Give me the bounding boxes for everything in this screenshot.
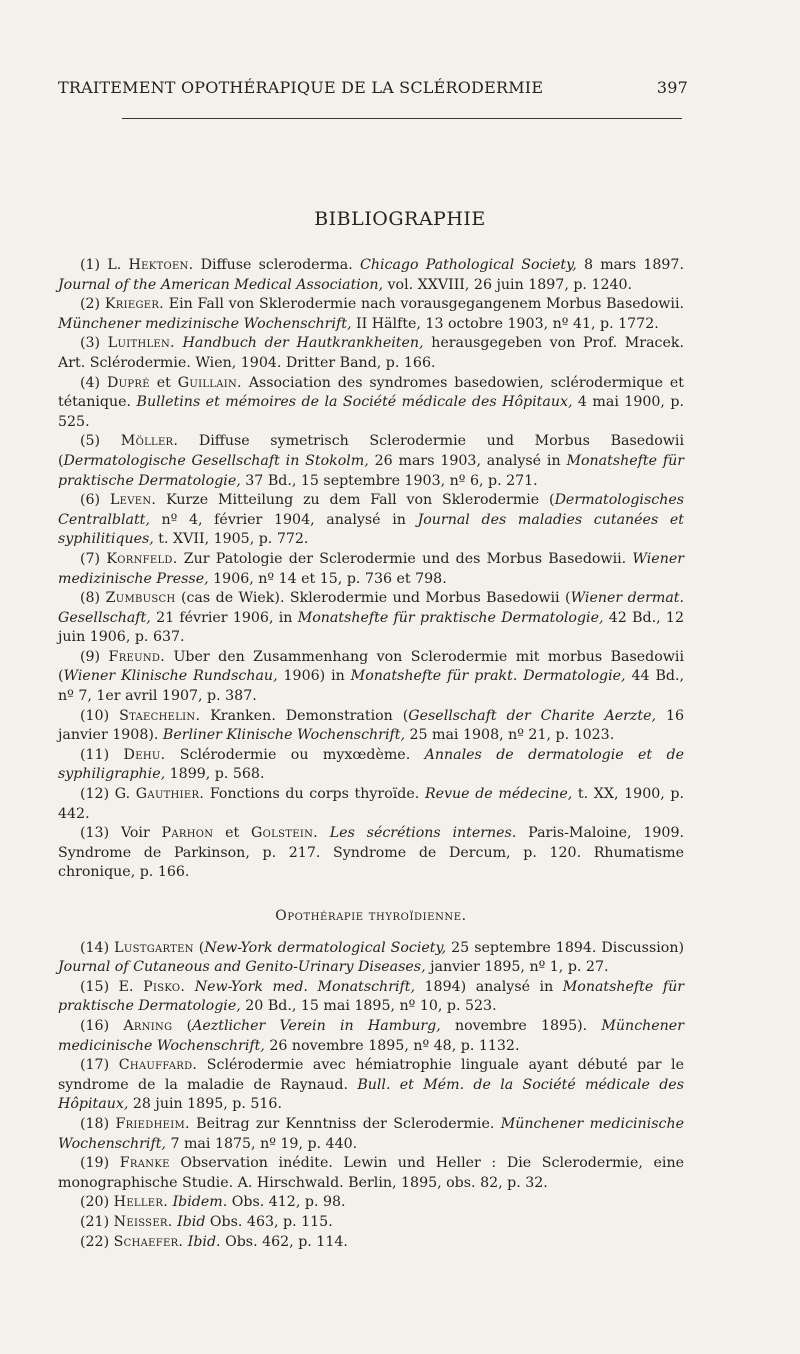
bibliography-group-thyroid: [58, 939, 684, 1253]
bibliography-entry: [58, 1213, 684, 1233]
bibliography-entry: [58, 824, 684, 883]
entry-text: G.: [114, 786, 136, 803]
bibliography-entry: [58, 550, 684, 589]
publication-title: Chicago Pathological Society,: [359, 257, 577, 273]
entry-text: et: [149, 374, 178, 391]
publication-title: Ibid.: [187, 1233, 221, 1250]
bibliography-entry: [58, 491, 684, 550]
entry-text: Kurze Mitteilung zu dem Fall von Sklerodermie (: [156, 492, 555, 509]
bibliography-entry: [58, 334, 684, 373]
entry-number: (11): [80, 746, 110, 763]
publication-title: Ibid: [177, 1213, 206, 1230]
author-name: Zumbusch: [105, 590, 176, 607]
entry-text: Obs. 412, p. 98.: [227, 1194, 346, 1211]
entry-number: (6): [80, 492, 101, 509]
entry-text: Diffuse scleroderma.: [193, 257, 360, 273]
entry-text: vol. XXVIII, 26 juin 1897, p. 1240.: [383, 276, 633, 293]
author-name: Leven.: [109, 492, 157, 509]
publication-title: Berliner Klinische Wochenschrift,: [162, 727, 405, 744]
entry-text: janvier 1895, nº 1, p. 27.: [425, 959, 609, 976]
entry-text: 26 mars 1903, analysé in: [368, 452, 567, 469]
bibliography-entry: [58, 939, 684, 978]
author-name: Schaefer.: [113, 1233, 184, 1250]
entry-number: (17): [80, 1057, 110, 1074]
entry-text: Obs. 462, p. 114.: [220, 1233, 348, 1250]
entry-number: (8): [80, 590, 101, 607]
entry-number: (21): [80, 1213, 110, 1230]
entry-text: herausgegeben von Prof. Mracek. Art. Sclérodermie. Wien, 1904. Dritter Band, p. 166.: [58, 335, 684, 371]
bibliography-list: [58, 256, 684, 1252]
bibliography-entry: [58, 648, 684, 707]
entry-text: 8 mars 1897.: [576, 257, 684, 273]
bibliography-entry: [58, 1056, 684, 1115]
entry-text: novembre 1895).: [440, 1017, 602, 1034]
entry-text: 37 Bd., 15 septembre 1903, nº 6, p. 271.: [240, 472, 538, 489]
author-name: Krieger.: [104, 296, 164, 313]
entry-text: Paris-Maloine, 1909. Syndrome de Parkinson, p. 217. Syndrome de Dercum, p. 120. Rhumatisme chronique, p. 166.: [58, 825, 684, 881]
entry-text: Obs. 463, p. 115.: [205, 1213, 333, 1230]
entry-text: nº 4, février 1904, analysé in: [149, 511, 418, 528]
publication-title: New-York dermatological Society,: [204, 939, 447, 956]
author-name: Pisko.: [143, 978, 186, 995]
bibliography-entry: [58, 746, 684, 785]
bibliography-entry: [58, 1233, 684, 1253]
entry-text: 1906) in: [277, 668, 351, 685]
entry-number: (3): [80, 335, 101, 352]
entry-number: (18): [80, 1115, 110, 1132]
entry-number: (12): [80, 786, 110, 803]
running-title: TRAITEMENT OPOTHÉRAPIQUE DE LA SCLÉRODERMIE: [58, 78, 544, 97]
entry-text: 25 septembre 1894. Discussion): [446, 939, 684, 956]
author-name: Möller.: [120, 433, 179, 450]
bibliography-entry: [58, 374, 684, 433]
author-name: Kornfeld.: [106, 550, 178, 567]
entry-text: (cas de Wiek). Sklerodermie und Morbus Basedowii (: [175, 590, 571, 607]
author-name: Friedheim.: [115, 1115, 190, 1132]
bibliography-entry: [58, 1154, 684, 1193]
author-name: Neisser.: [113, 1213, 173, 1230]
entry-number: (20): [80, 1194, 110, 1211]
author-name: Guillain.: [177, 374, 242, 391]
author-name: Chauffard.: [118, 1057, 198, 1074]
subheading: Opothérapie thyroïdienne.: [275, 908, 467, 924]
entry-text: 1899, p. 568.: [165, 766, 265, 783]
publication-title: Journal of the American Medical Association,: [58, 276, 384, 293]
publication-title: New-York med. Monatschrift,: [194, 978, 415, 995]
entry-text: Sclérodermie avec hémiatrophie linguale ayant débuté par le syndrome de la maladie de Raynaud.: [58, 1057, 684, 1093]
entry-text: 42 Bd., 12 juin 1906, p. 637.: [58, 609, 684, 646]
entry-text: [175, 335, 183, 351]
running-head: [58, 78, 688, 97]
publication-title: Münchener medicinische Wochenschrift,: [58, 1017, 684, 1054]
entry-text: [185, 979, 195, 995]
publication-title: Monatshefte für praktische Dermatologie,: [297, 609, 604, 626]
entry-text: 20 Bd., 15 mai 1895, nº 10, p. 523.: [240, 998, 497, 1015]
bibliography-entry: [58, 707, 684, 746]
publication-title: Dermatologisches Centralblatt,: [58, 492, 685, 528]
author-name: Staechelin.: [119, 707, 201, 724]
entry-number: (4): [80, 374, 101, 391]
publication-title: Monatshefte für praktische Dermatologie,: [58, 452, 684, 489]
bibliography-entry: [58, 295, 684, 334]
publication-title: Wiener Klinische Rundschau,: [63, 668, 278, 685]
page-number: 397: [656, 78, 688, 97]
entry-text: 4 mai 1900, p. 525.: [58, 394, 684, 430]
entry-text: 44 Bd., nº 7, 1er avril 1907, p. 387.: [58, 668, 684, 705]
author-name: Parhon: [161, 825, 214, 842]
author-name: Lustgarten: [114, 939, 194, 956]
publication-title: Monatshefte für praktische Dermatologie,: [58, 978, 684, 1015]
publication-title: Aeztlicher Verein in Hamburg,: [192, 1017, 441, 1034]
publication-title: Handbuch der Hautkrankheiten,: [182, 335, 424, 352]
entry-number: (1): [80, 257, 101, 273]
entry-text: Diffuse symetrisch Sclerodermie und Morbus Basedowii (: [58, 433, 685, 469]
bibliography-entry: [58, 432, 684, 491]
entry-number: (13): [80, 825, 110, 842]
entry-text: 28 juin 1895, p. 516.: [128, 1096, 282, 1113]
entry-text: Fonctions du corps thyroïde.: [204, 786, 425, 803]
entry-text: Observation inédite. Lewin und Heller : Die Sclerodermie, eine monographische Studie. A. Hirschwald. Berlin, 1895, obs. 82, p. 32.: [58, 1155, 684, 1191]
entry-text: 26 novembre 1895, nº 48, p. 1132.: [264, 1037, 520, 1054]
entry-text: 25 mai 1908, nº 21, p. 1023.: [404, 727, 615, 744]
entry-text: II Hälfte, 13 octobre 1903, nº 41, p. 1772.: [351, 315, 659, 332]
publication-title: Bull. et Mém. de la Société médicale des Hôpitaux,: [58, 1076, 684, 1113]
entry-number: (16): [80, 1017, 110, 1034]
publication-title: Journal of Cutaneous and Genito-Urinary Diseases,: [58, 959, 426, 976]
publication-title: Les sécrétions internes.: [329, 825, 517, 842]
publication-title: Dermatologische Gesellschaft in Stokolm,: [63, 452, 369, 469]
bibliography-group-main: [58, 256, 684, 883]
entry-text: (: [193, 939, 205, 956]
bibliography-entry: [58, 589, 684, 648]
publication-title: Münchener medicinische Wochenschrift,: [58, 1115, 684, 1152]
author-name: Luithlen.: [107, 335, 175, 352]
entry-text: Zur Patologie der Sclerodermie und des Morbus Basedowii.: [177, 550, 633, 567]
author-name: Golstein.: [251, 825, 318, 842]
entry-text: 1894) analysé in: [414, 978, 563, 995]
publication-title: Münchener medizinische Wochenschrift,: [58, 315, 352, 332]
entry-number: (7): [80, 550, 101, 567]
entry-number: (15): [80, 978, 110, 995]
author-name: Hektoen.: [128, 257, 194, 273]
author-name: Heller.: [113, 1194, 169, 1211]
entry-text: t. XX, 1900, p. 442.: [58, 786, 685, 822]
entry-text: 16 janvier 1908).: [58, 707, 684, 744]
entry-text: 21 février 1906, in: [150, 609, 298, 626]
bibliography-entry: [58, 785, 684, 824]
entry-text: Voir: [120, 825, 162, 842]
author-name: Dehu.: [123, 746, 166, 763]
bibliography-entry: [58, 1017, 684, 1056]
publication-title: Wiener medizinische Presse,: [58, 550, 685, 587]
entry-text: Association des syndromes basedowien, sclérodermique et tétanique.: [58, 374, 684, 411]
entry-text: 7 mai 1875, nº 19, p. 440.: [165, 1135, 358, 1152]
publication-title: Bulletins et mémoires de la Société médicale des Hôpitaux,: [136, 394, 573, 411]
entry-text: 1906, nº 14 et 15, p. 736 et 798.: [208, 570, 447, 587]
author-name: Dupré: [106, 374, 150, 391]
bibliography-entry: [58, 978, 684, 1017]
author-name: Franke: [119, 1155, 170, 1172]
section-title: BIBLIOGRAPHIE: [314, 208, 486, 230]
entry-text: (: [172, 1017, 193, 1034]
entry-text: Sclérodermie ou myxœdème.: [165, 746, 425, 763]
publication-title: Ibidem.: [172, 1194, 228, 1211]
entry-text: et: [213, 825, 252, 842]
publication-title: Journal des maladies cutanées et syphilitiques,: [58, 511, 684, 548]
entry-number: (5): [80, 433, 101, 450]
author-name: Gauthier.: [135, 786, 205, 803]
publication-title: Wiener dermat. Gesellschaft,: [58, 590, 684, 626]
publication-title: Annales de dermatologie et de syphiligraphie,: [58, 746, 685, 783]
publication-title: Monatshefte für prakt. Dermatologie,: [350, 668, 626, 685]
entry-number: (22): [80, 1233, 110, 1250]
bibliography-entry: [58, 1193, 684, 1213]
author-name: Arning: [123, 1017, 173, 1034]
bibliography-entry: [58, 1115, 684, 1154]
entry-text: [318, 825, 330, 841]
entry-number: (9): [80, 648, 101, 665]
author-name: Freund.: [108, 648, 166, 665]
publication-title: Revue de médecine,: [424, 786, 573, 803]
entry-text: Kranken. Demonstration (: [200, 707, 409, 724]
entry-text: t. XVII, 1905, p. 772.: [153, 531, 309, 548]
publication-title: Gesellschaft der Charite Aerzte,: [408, 707, 656, 724]
header-rule: [122, 118, 682, 119]
entry-number: (10): [80, 707, 110, 724]
entry-text: Uber den Zusammenhang von Sclerodermie mit morbus Basedowii (: [58, 648, 684, 685]
entry-text: L.: [107, 257, 129, 273]
entry-number: (19): [80, 1155, 110, 1172]
bibliography-entry: [58, 256, 684, 295]
entry-number: (2): [80, 296, 101, 313]
entry-text: Beitrag zur Kenntniss der Sclerodermie.: [189, 1115, 501, 1132]
entry-text: E.: [118, 978, 144, 995]
entry-number: (14): [80, 939, 110, 956]
entry-text: Ein Fall von Sklerodermie nach vorausgegangenem Morbus Basedowii.: [163, 296, 685, 313]
